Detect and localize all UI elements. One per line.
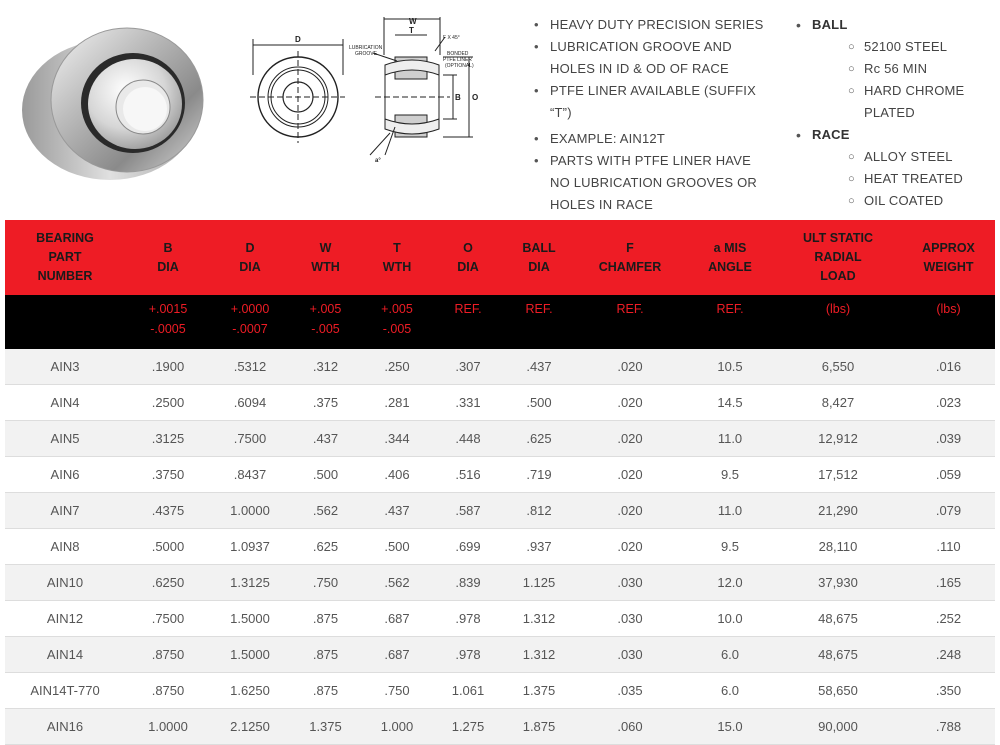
part-number-cell: AIN14 [5, 637, 125, 673]
material-item: ○ HARD CHROME PLATED [812, 80, 1000, 124]
table-cell: .020 [574, 457, 686, 493]
table-cell: .079 [902, 493, 995, 529]
column-header-line: LOAD [820, 269, 856, 283]
column-header-line: BALL [522, 240, 556, 255]
table-cell: .788 [902, 709, 995, 745]
table-cell: 10.5 [686, 349, 774, 385]
table-cell: .020 [574, 385, 686, 421]
table-cell: 1.275 [432, 709, 504, 745]
table-row [5, 673, 995, 709]
column-header-line: PART [48, 250, 82, 264]
table-cell: .500 [362, 529, 432, 565]
material-group-ball [796, 14, 1000, 124]
column-header-line: B [163, 240, 173, 255]
column-header-line: W [319, 240, 332, 255]
features-list [534, 14, 774, 216]
tolerance-value: -.005 [311, 322, 340, 336]
table-cell: .719 [504, 457, 574, 493]
material-item: ○ ALLOY STEEL [812, 146, 1000, 168]
column-header [5, 220, 125, 295]
table-cell: .812 [504, 493, 574, 529]
table-cell: .020 [574, 493, 686, 529]
table-cell: .687 [362, 601, 432, 637]
part-number-cell: AIN8 [5, 529, 125, 565]
table-cell: 1.5000 [211, 637, 289, 673]
table-cell: .839 [432, 565, 504, 601]
table-cell: .030 [574, 637, 686, 673]
feature-item: • HEAVY DUTY PRECISION SERIES [534, 14, 774, 36]
table-cell: 6,550 [774, 349, 902, 385]
column-header-line: F [626, 240, 634, 255]
column-header [432, 220, 504, 295]
column-header [362, 220, 432, 295]
part-number-cell: AIN4 [5, 385, 125, 421]
table-cell: .750 [289, 565, 362, 601]
table-cell: .110 [902, 529, 995, 565]
column-header [686, 220, 774, 295]
column-header-line: DIA [239, 259, 261, 274]
table-cell: .562 [362, 565, 432, 601]
table-cell: .7500 [211, 421, 289, 457]
table-cell: .437 [362, 493, 432, 529]
table-cell: .060 [574, 709, 686, 745]
tolerance-value: +.005 [381, 302, 413, 316]
column-header [774, 220, 902, 295]
table-cell: .587 [432, 493, 504, 529]
table-cell: .6094 [211, 385, 289, 421]
materials-list [796, 14, 1000, 212]
column-header [211, 220, 289, 295]
column-header-line: O [463, 240, 473, 255]
table-cell: .937 [504, 529, 574, 565]
table-body [5, 349, 995, 745]
table-row [5, 457, 995, 493]
tolerance-value: (lbs) [825, 302, 851, 316]
svg-text:D: D [295, 35, 301, 44]
table-cell: 28,110 [774, 529, 902, 565]
table-cell: 14.5 [686, 385, 774, 421]
part-number-cell: AIN6 [5, 457, 125, 493]
table-cell: 1.3125 [211, 565, 289, 601]
material-heading: BALL [812, 17, 848, 32]
table-cell: 12.0 [686, 565, 774, 601]
part-number-cell: AIN14T-770 [5, 673, 125, 709]
tolerance-value: (lbs) [936, 302, 961, 316]
table-cell: .4375 [125, 493, 211, 529]
table-cell: 8,427 [774, 385, 902, 421]
svg-text:LUBRICATION: LUBRICATION [349, 45, 383, 51]
table-cell: 90,000 [774, 709, 902, 745]
table-cell: .5000 [125, 529, 211, 565]
part-number-cell: AIN5 [5, 421, 125, 457]
part-number-cell: AIN7 [5, 493, 125, 529]
table-cell: .165 [902, 565, 995, 601]
table-cell: .312 [289, 349, 362, 385]
table-row [5, 349, 995, 385]
table-cell: .875 [289, 637, 362, 673]
column-header-line: T [393, 240, 401, 255]
column-header-line: WTH [382, 259, 412, 274]
table-cell: 1.125 [504, 565, 574, 601]
table-cell: .248 [902, 637, 995, 673]
svg-text:O: O [472, 93, 479, 102]
column-header [504, 220, 574, 295]
table-cell: .3750 [125, 457, 211, 493]
material-item: ○ OIL COATED [812, 190, 1000, 212]
column-header-line: NUMBER [37, 269, 93, 283]
table-cell: .625 [504, 421, 574, 457]
table-cell: .6250 [125, 565, 211, 601]
table-cell: .2500 [125, 385, 211, 421]
table-tolerance-row [5, 295, 995, 349]
table-row [5, 565, 995, 601]
tolerance-cell [774, 295, 902, 349]
tolerance-value: +.005 [309, 302, 342, 316]
column-header-line: WEIGHT [923, 259, 974, 274]
tolerance-cell [289, 295, 362, 349]
table-row [5, 637, 995, 673]
table-cell: 15.0 [686, 709, 774, 745]
product-header [0, 0, 1000, 218]
svg-text:PTFE LINER: PTFE LINER [443, 57, 472, 63]
table-cell: .5312 [211, 349, 289, 385]
part-number-cell: AIN3 [5, 349, 125, 385]
column-header [289, 220, 362, 295]
table-cell: 1.312 [504, 637, 574, 673]
table-cell: .516 [432, 457, 504, 493]
bearing-photo [15, 15, 205, 185]
tolerance-cell [5, 295, 125, 349]
table-header-row [5, 220, 995, 295]
table-cell: 48,675 [774, 637, 902, 673]
table-cell: .3125 [125, 421, 211, 457]
table-cell: 1.6250 [211, 673, 289, 709]
tolerance-value: -.0005 [150, 322, 186, 336]
tolerance-value: REF. [716, 302, 744, 316]
table-row [5, 421, 995, 457]
table-cell: .978 [432, 637, 504, 673]
column-header-line: DIA [457, 259, 479, 274]
part-number-cell: AIN12 [5, 601, 125, 637]
table-cell: .7500 [125, 601, 211, 637]
column-header-line: a MIS [713, 240, 747, 255]
table-cell: 9.5 [686, 529, 774, 565]
table-row [5, 601, 995, 637]
table-cell: 1.312 [504, 601, 574, 637]
table-cell: 1.061 [432, 673, 504, 709]
table-cell: .059 [902, 457, 995, 493]
part-number-cell: AIN16 [5, 709, 125, 745]
table-cell: .350 [902, 673, 995, 709]
table-cell: 2.1250 [211, 709, 289, 745]
table-cell: .020 [574, 421, 686, 457]
table-cell: .437 [504, 349, 574, 385]
feature-item: • PARTS WITH PTFE LINER HAVE NO LUBRICATION GROOVES OR HOLES IN RACE [534, 150, 774, 216]
table-cell: 1.0937 [211, 529, 289, 565]
table-cell: .250 [362, 349, 432, 385]
table-cell: .406 [362, 457, 432, 493]
table-cell: 6.0 [686, 673, 774, 709]
table-cell: .030 [574, 565, 686, 601]
table-row [5, 385, 995, 421]
table-cell: .562 [289, 493, 362, 529]
tolerance-value: +.0015 [148, 302, 188, 316]
tolerance-cell [902, 295, 995, 349]
table-cell: 58,650 [774, 673, 902, 709]
table-cell: 1.0000 [211, 493, 289, 529]
table-cell: .281 [362, 385, 432, 421]
table-cell: 1.000 [362, 709, 432, 745]
table-cell: 11.0 [686, 421, 774, 457]
column-header-line: BEARING [36, 231, 94, 245]
table-cell: 1.375 [504, 673, 574, 709]
table-cell: .500 [289, 457, 362, 493]
tolerance-cell [362, 295, 432, 349]
table-cell: .030 [574, 601, 686, 637]
column-header-line: D [245, 240, 255, 255]
tolerance-value: +.0000 [230, 302, 270, 316]
feature-item: • PTFE LINER AVAILABLE (SUFFIX “T”) [534, 80, 774, 124]
material-heading: RACE [812, 127, 850, 142]
table-cell: .875 [289, 673, 362, 709]
feature-item: • EXAMPLE: AIN12T [534, 128, 774, 150]
tolerance-value: -.005 [382, 322, 412, 336]
column-header-line: CHAMFER [598, 259, 662, 274]
table-cell: .978 [432, 601, 504, 637]
svg-text:F X 45°: F X 45° [443, 35, 460, 41]
column-header-line: ULT STATIC [802, 231, 874, 245]
material-item: ○ Rc 56 MIN [812, 58, 1000, 80]
tolerance-value: -.0007 [232, 322, 268, 336]
column-header [574, 220, 686, 295]
tolerance-cell [504, 295, 574, 349]
table-cell: 1.875 [504, 709, 574, 745]
column-header-line: WTH [311, 259, 340, 274]
table-cell: 1.0000 [125, 709, 211, 745]
table-row [5, 493, 995, 529]
column-header-line: DIA [528, 259, 550, 274]
part-number-cell: AIN10 [5, 565, 125, 601]
table-cell: .020 [574, 529, 686, 565]
table-cell: 12,912 [774, 421, 902, 457]
svg-text:B: B [455, 93, 461, 102]
table-cell: .252 [902, 601, 995, 637]
tolerance-cell [686, 295, 774, 349]
table-cell: 9.5 [686, 457, 774, 493]
table-cell: .687 [362, 637, 432, 673]
table-cell: .344 [362, 421, 432, 457]
table-cell: 1.5000 [211, 601, 289, 637]
table-cell: .500 [504, 385, 574, 421]
feature-item: • LUBRICATION GROOVE AND HOLES IN ID & OD OF RACE [534, 36, 774, 80]
svg-text:BONDED: BONDED [447, 51, 469, 57]
svg-text:GROOVE: GROOVE [355, 51, 377, 57]
bearing-dimension-drawing [245, 15, 515, 165]
tolerance-cell [574, 295, 686, 349]
table-cell: 21,290 [774, 493, 902, 529]
tolerance-value: REF. [525, 302, 553, 316]
column-header [125, 220, 211, 295]
svg-text:a°: a° [375, 158, 381, 164]
svg-text:(OPTIONAL): (OPTIONAL) [445, 63, 474, 69]
tolerance-cell [125, 295, 211, 349]
table-cell: .448 [432, 421, 504, 457]
svg-text:W: W [409, 17, 417, 26]
table-row [5, 529, 995, 565]
tolerance-cell [432, 295, 504, 349]
table-cell: .375 [289, 385, 362, 421]
table-cell: .437 [289, 421, 362, 457]
table-cell: .8750 [125, 673, 211, 709]
table-cell: .1900 [125, 349, 211, 385]
table-cell: .035 [574, 673, 686, 709]
table-cell: .699 [432, 529, 504, 565]
column-header-line: RADIAL [814, 250, 862, 264]
material-item: ○ 52100 STEEL [812, 36, 1000, 58]
table-cell: 11.0 [686, 493, 774, 529]
table-cell: .020 [574, 349, 686, 385]
table-cell: 37,930 [774, 565, 902, 601]
column-header-line: APPROX [922, 240, 975, 255]
table-cell: .023 [902, 385, 995, 421]
table-cell: .307 [432, 349, 504, 385]
table-cell: .8750 [125, 637, 211, 673]
column-header [902, 220, 995, 295]
material-group-race [796, 124, 1000, 212]
table-cell: 48,675 [774, 601, 902, 637]
table-cell: .8437 [211, 457, 289, 493]
table-cell: 6.0 [686, 637, 774, 673]
table-cell: 1.375 [289, 709, 362, 745]
table-cell: .016 [902, 349, 995, 385]
tolerance-value: REF. [454, 302, 482, 316]
tolerance-cell [211, 295, 289, 349]
table-cell: .750 [362, 673, 432, 709]
bearing-spec-table [5, 220, 995, 745]
tolerance-value: REF. [616, 302, 644, 316]
column-header-line: ANGLE [708, 259, 752, 274]
table-cell: .039 [902, 421, 995, 457]
svg-text:T: T [409, 26, 414, 35]
table-cell: .875 [289, 601, 362, 637]
table-row [5, 709, 995, 745]
table-cell: 10.0 [686, 601, 774, 637]
column-header-line: DIA [157, 259, 179, 274]
table-cell: 17,512 [774, 457, 902, 493]
table-cell: .625 [289, 529, 362, 565]
table-cell: .331 [432, 385, 504, 421]
material-item: ○ HEAT TREATED [812, 168, 1000, 190]
